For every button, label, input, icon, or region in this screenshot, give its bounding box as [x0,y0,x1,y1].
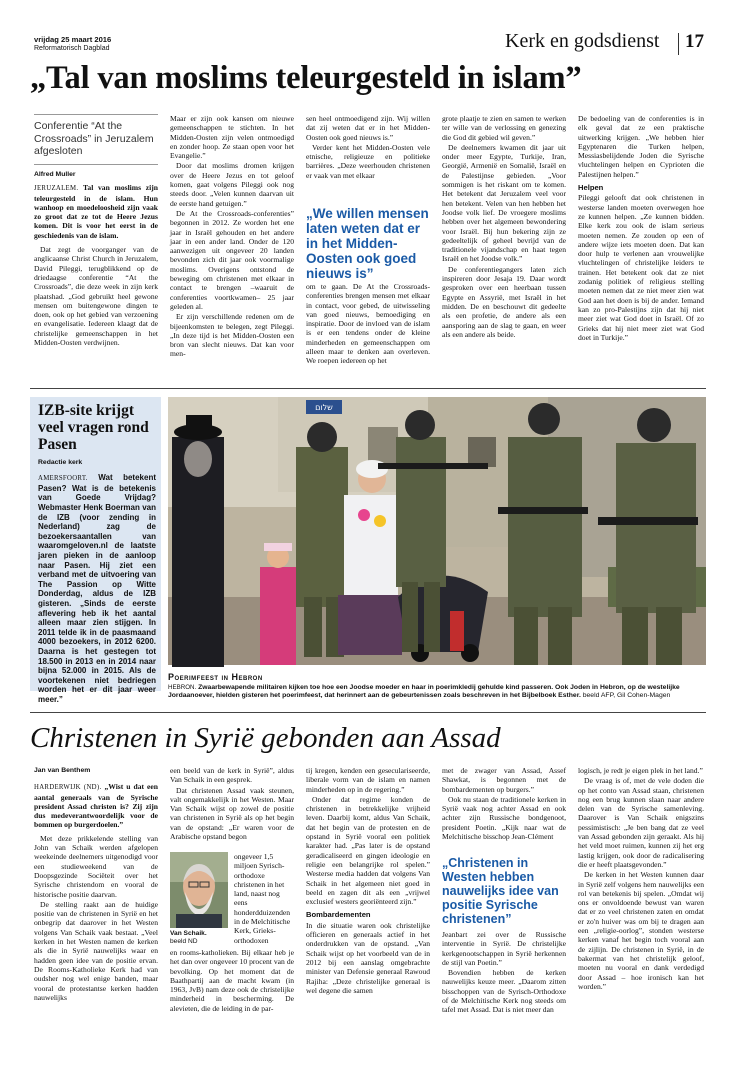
article3-col5 [578,766,704,1056]
article2-byline: Redactie kerk [38,459,83,466]
photo1-credit: beeld AFP, Gil Cohen-Magen [582,692,671,700]
article3-subhead: Bombardementen [306,910,371,920]
article3-col1-paragraph: De stelling raakt aan de huidige positie van de christenen in Syrië en het onbegrip dat daarover in het Westen volgens Van Schaik vaak bestaat. „Veel kerken in het Westen namen de kerken als die in Syrië nauwelijks waar en hadden geen idee van de positie ervan. De Rooms-Katholieke Kerk had van oudsher nog wel enige banden, maar vooral de protestantse kerken hadden nauwelijks [34,899,158,1002]
article2-dateline: AMERSFOORT. [38,475,88,483]
article1-col3-paragraph: sen heel ontmoedigend zijn. Wij willen dat zij weten dat er in het Midden-Oosten ook goed nieuws is.” [306,114,430,142]
article3-col2-top [170,766,294,852]
portrait-credit: beeld ND [170,938,198,946]
deck-rule-bottom [34,164,158,165]
article1-col1-paragraph: Dat zegt de voorganger van de anglicaanse Christ Church in Jeruzalem, David Pileggi, terugblikkend op de driedaagse conferentie “At the Crossroads”, die deze week in zijn kerk plaatshad. „God gebruikt heel gewone mensen om buitengewone dingen te doen, ook op het gebied van verzoening en evangelisatie. Iedereen klaagt dat de christelijke gemeenschappen in het Midden-Oosten verdwijnen. [34,245,158,348]
portrait-name: Van Schaik. [170,930,207,937]
paper-name: Reformatorisch Dagblad [34,45,110,52]
article1-pullquote: „We willen mensen laten weten dat er in het Midden-Oosten ook goed nieuws is” [306,206,429,281]
header-divider [678,33,679,55]
article3-col1 [34,766,158,1056]
article3-col3-paragraph: tij kregen, kenden een geseculariseerde, liberale vorm van de islam en namen minderheden op in de regering.” [306,766,430,794]
photo1-title: Poerimfeest in Hebron [168,672,263,682]
article1-col4-paragraph: De deelnemers kwamen dit jaar uit onder meer Egypte, Turkije, Iran, Georgië, Armenië en Somalië, Israël en de Palestijnse gebieden. „Voor sommigen is het riskant om te komen. Het betekent dat Jeruzalem veel voor hen betekent. Velen van hen hebben het Joodse volk lief. De vroegere moslims hebben over het algemeen bewondering voor Israël. Bij hun bekering zijn ze gedeeltelijk of geheel bevrijd van de traditionele vijandschap en haat tegen Israël en het Joodse volk.” [442,142,566,264]
article3-col2-wrap [234,852,294,946]
article3-col2-paragraph: een beeld van de kerk in Syrië”, aldus Van Schaik in een gesprek. [170,766,294,785]
article2-body [38,458,156,704]
article3-col2-paragraph: Dat christenen Assad vaak steunen, valt ongemakkelijk in het Westen. Maar Van Schaik wijst op zowel de positie van christenen in Syrië als op het begin van de opstand: „Er waren voor de Arabische opstand begon [170,785,294,842]
article1-col5-paragraph: Pileggi gelooft dat ook christenen in westerse landen moeten overwegen hoe ze kunnen helpen. „Ze kunnen bidden. Elke kerk zou ook de islam serieus moeten nemen. Ze zouden op een of andere wijze iets moeten doen. Dat kan door hulp te verlenen aan vrouwelijke vluchtelingen of christelijke leiders te trainen. Het betekent ook dat ze niet zodanig politiek of religieus stelling moeten nemen dat ze niet meer zien wat God aan het doen is bij de ander. Iemand kan zo pro-Palestijns zijn dat hij niet meer ziet wat God doet in Israël. Of zo Grieks dat hij niet meer ziet wat God doet in Turkije.” [578,193,704,342]
hebron-photo [168,397,706,665]
article1-headline: „Tal van moslims teleurgesteld in islam” [30,60,582,96]
article1-col4-paragraph: De conferentiegangers laten zich inspireren door Jesaja 19. Daar wordt gesproken over een heerbaan tussen Egypte en Assyrië, met Israël in het midden. De en beschouwt dit gedeelte als een profetie, de andere als een aansporing aan de slag te gaan, en weer als een andere als beide. [442,264,566,339]
article1-dateline: JERUZALEM. [34,185,79,193]
article3-col4-paragraph: Ook nu staan de traditionele kerken in Syrië vaak nog achter Assad en ook achter zijn Russische bondgenoot, president Poetin. „Kijk naar wat de Melchitische bisschop Jean-Clément [442,794,566,842]
article3-col5-paragraph: De kerken in het Westen kunnen daar in Syrië zelf volgens hem nauwelijks een rol van betekenis bij spelen. „Omdat wij ons er onvoldoende bewust van waren dat er zo veel christenen zaten en omdat er zo'n huiver was om bij te dragen aan een „religie-oorlog”, stonden westerse kerken vanaf het begin toch vooral aan de zijlijn. De christenen in Syrië, in de bakermat van het christelijk geloof, moeten nu vooral en dank verdedigd door Assad – hoe ironisch kan het worden.” [578,870,704,991]
article3-dateline: HARDERWIJK (ND). [34,784,102,792]
article3-col5-paragraph: De vraag is of, met de vele doden die op het conto van Assad staan, christenen nog een brug kunnen slaan naar andere delen van de Syrische samenleving. Daarover is Van Schaik enigszins pessimistisch: „Je ben bang dat ze veel van Assad gebonden zijn geraakt. Als hij het veld moet ruimen, kunnen zij het erg lastig krijgen, ook door de radicalisering die er heeft plaatsgevonden.” [578,776,704,869]
article3-col4-bottom [442,930,566,1056]
article1-col1 [34,170,158,380]
issue-date: vrijdag 25 maart 2016 [34,35,112,44]
article1-col2-paragraph: Er zijn verschillende redenen om de bijeenkomsten te belegen, zegt Pileggi. „In deze tijd is het Midden-Oosten een bron van slecht nieuws. Dat kan voor men- [170,312,294,359]
article1-col2-paragraph: Maar er zijn ook kansen om nieuwe gemeenschappen te stichten. In het Midden-Oosten zijn velen ontmoedigd en zonder hoop. Ze staan open voor het Evangelie.” [170,114,294,161]
photo1-caption-text: Zwaarbewapende militairen kijken toe hoe een Joodse moeder en haar in poerimkledij gehulde kind passeren. Ook Joden in Hebron, op de westelijke Jordaanoever, hielden gisteren het poerimfeest, dat herinnert aan de gebeurtenissen zoals beschreven in het Bijbelboek Esther. [168,684,680,700]
article3-headline: Christenen in Syrië gebonden aan Assad [30,722,501,754]
section-rule-2 [30,712,706,713]
article1-col3 [306,114,430,204]
article3-col3 [306,766,430,1056]
page-number: 17 [685,31,704,52]
article1-col5 [578,114,704,380]
article2-headline: IZB-site krijgt veel vragen rond Pasen [38,402,149,453]
article3-lede: „Wist u dat een aantal generaals van de Syrische president Assad christen is? Zij zijn dus medeverantwoordelijk voor de bommen op burgerdoelen.” [34,782,158,830]
article1-byline: Alfred Muller [34,171,76,178]
article3-col5-paragraph: logisch, je redt je eigen plek in het land.” [578,766,703,775]
photo1-place: HEBRON. [168,684,197,691]
article1-lede: Tal van moslims zijn teleurgesteld in de islam. Hun wanhoop en moedeloosheid zijn vaak zo groot dat ze tot de Heere Jezus komen. Dit is voor het eerst in de geschiedenis van de islam. [34,183,158,240]
van-schaik-portrait [170,852,228,928]
article3-col2-paragraph: en rooms-katholieken. Bij elkaar heb je het dan over ongeveer 10 procent van de bevolking. Op het moment dat de Baathpartij aan de macht kwam (in 1963, JvB) nam deze ook de christelijke minderheid in bescherming. De alevieten, die de leiding in de par- [170,948,294,1013]
article3-col2-wrap-text: ongeveer 1,5 miljoen Syrisch-orthodoxe christenen in het land, naast nog eens honderdduizenden in de Melchitische Kerk, Grieks-orthodoxen [234,852,291,945]
portrait-caption [170,930,228,947]
article3-col2-bottom [170,948,294,1056]
article2-text: Wat betekent Pasen? Wat is de betekenis van Goede Vrijdag? Webmaster Henk Boerman van de IZB (voor zending in Nederland) zag de bezoekersaantallen van waaromgeloven.nl de laatste jaren pieken in de aanloop naar Pasen. Hij ziet een verband met de uitvoering van The Passion op Witte Donderdag, aldus de IZB gisteren. „Sinds de eerste aflevering heb ik het aantal alleen maar zien stijgen. In 2011 telde ik in de paasmaand 4000 bezoekers, in 2012 6200. Daarna is het gestegen tot 18.500 in 2013 en in 2014 naar bijna 52.000 in 2015. Als de voortekenen niet bedriegen worden het er dit jaar weer meer.” [38,473,156,704]
article3-col1-paragraph: Met deze prikkelende stelling van John van Schaik werden afgelopen weekeinde deelnemers uitgenodigd voor een studieweekend van de Doopsgezinde Sociëteit over het Syrische christendom en vooral de historische positie daarvan. [34,833,158,899]
article1-col3-paragraph: Verder kent het Midden-Oosten vele etnische, religieuze en politieke barrières. „Deze weerhouden christenen er vaak van met elkaar [306,142,430,180]
article1-col3-paragraph: om te gaan. De At the Crossroads-conferenties brengen mensen met elkaar in contact, voor gebed, de uitwisseling van goed nieuws, bemoediging en inspiratie. Door de invloed van de islam is er een tendens onder de kleine minderheden en gemeenschappen om alleen maar te denken aan overleven. We roepen iedereen op het [306,282,430,366]
photo1-caption [168,684,706,701]
article3-col4-paragraph: Bovendien hebben de kerken nauwelijks keuze meer. „Daarom zitten bisschoppen van de Syrisch-Orthodoxe of de Melchitische Kerk nog steeds om tafel met Assad. Dat is niet meer dan [442,968,566,1015]
deck-rule [34,114,158,115]
article1-col4 [442,114,566,380]
article3-pullquote: „Christenen in Westen hebben nauwelijks idee van positie Syrische christenen” [442,856,559,926]
section-rule-1 [30,388,706,389]
street-sign-text: שלום [315,403,333,412]
article1-col2-paragraph: De At the Crossroads-conferenties” begonnen in 2012. Ze worden het ene jaar in Israël gehouden en het andere jaar in een ander land. Onder de 120 aanwezigen uit ongeveer 20 landen bevonden zich dit jaar ook voormalige moslims. Overigens ontstond de beweging om christenen met elkaar in contact te brengen –waaruit de conferenties voortkwamen– 25 jaar geleden al. [170,208,294,311]
article1-col2 [170,114,294,380]
article1-col3-lower [306,282,430,380]
article1-col5-paragraph: De bedoeling van de conferenties is in elk geval dat ze een praktische uitwerking krijgen. „We hebben hier Egyptenaren die Turken helpen, Messiasbelijdende Joden die Syrische vluchtelingen helpen en Cyprioten die Palestijnen helpen.” [578,114,704,179]
article3-col3-paragraph: In die situatie waren ook christelijke officieren en generaals actief in het onderdrukken van de opstand. „Van Schaik wijst op het voorbeeld van de in 2012 bij een aanslag omgebrachte minister van Defensie generaal Rawoud Rajiha: „Deze christelijke generaal is wel degene die samen [306,920,430,995]
article1-col4-paragraph: grote plaatje te zien en samen te werken ter wille van de verlossing en genezing die God dit gebied wil geven.” [442,114,566,142]
article1-deck: Conferentie “At the Crossroads” in Jeruzalem afgesloten [34,120,154,157]
section-title: Kerk en godsdienst [505,30,660,52]
article3-col4-top [442,766,566,850]
article3-byline: Jan van Benthem [34,767,91,774]
article3-col4-paragraph: met de zwager van Assad, Assef Shawkat, is begonnen met de bombardementen op burgers.” [442,766,566,794]
article3-col3-paragraph: Onder dat regime konden de christenen in betrekkelijke vrijheid leven. Daarbij komt, aldus Van Schaik, dat het begin van de protesten en de opstand in Syrië vooral een politiek karakter had. „Pas later is de opstand geradicaliseerd en gingen ideologie en religie een belangrijke rol spelen.” Westerse media hadden dat volgens Van Schaik in het algemeen niet goed in beeld en zagen dit als een „vrijwel exclusief westers georiënteerd zijn.” [306,794,430,907]
article1-subhead: Helpen [578,183,604,193]
article3-col4-paragraph: Jeanbart zei over de Russische interventie in Syrië. De christelijke kerkgenootschappen in Syrië herkennen de stijl van Poetin.” [442,930,566,967]
article1-col2-paragraph: Door dat moslims dromen krijgen over de Heere Jezus en tot geloof komen, gaat volgens Pileggi ook nog steeds door. „Velen kunnen daarvan uit de eerste hand getuigen.” [170,161,294,208]
